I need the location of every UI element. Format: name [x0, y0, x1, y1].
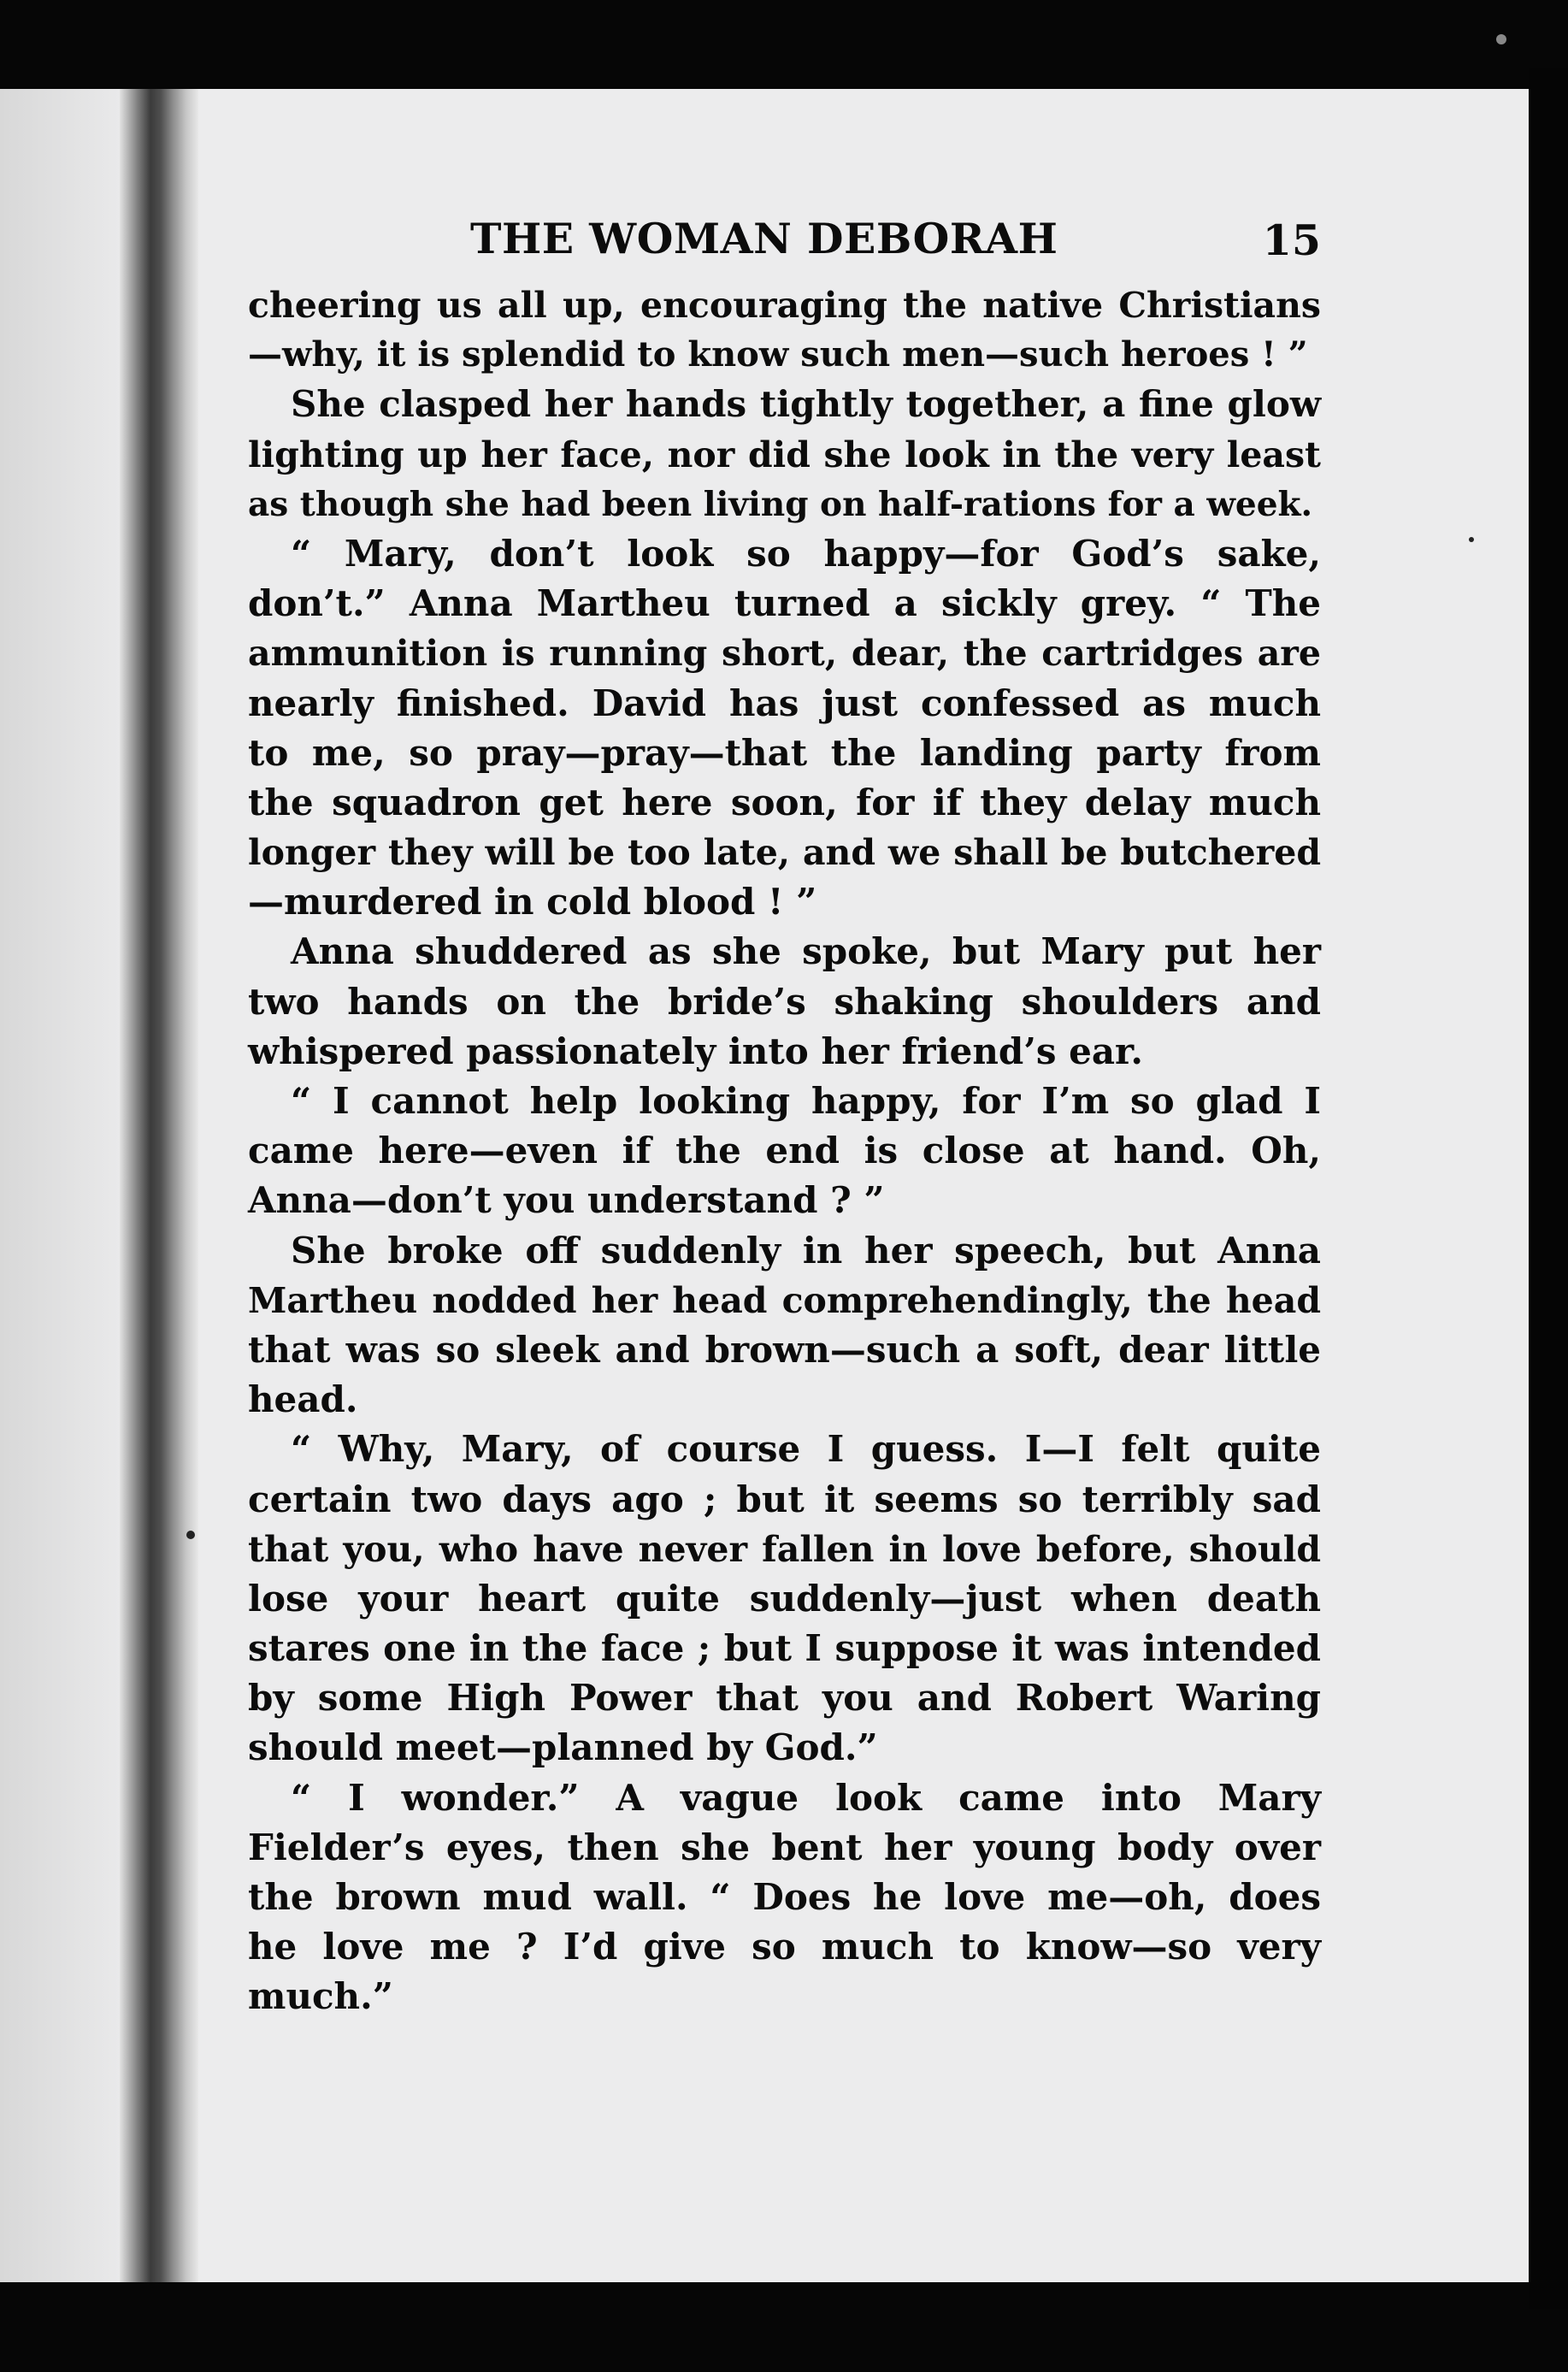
text-line: that you, who have never fallen in love before, should: [248, 1528, 1321, 1570]
scan-speck: [186, 1531, 195, 1539]
text-line: stares one in the face ; but I suppose it was intended: [248, 1627, 1321, 1670]
text-line: “ Mary, don’t look so happy—for God’s sake,: [291, 532, 1321, 575]
text-line: She broke off suddenly in her speech, but Anna: [291, 1229, 1321, 1272]
scan-border-right: [1529, 68, 1568, 2309]
body-text: [248, 280, 1321, 2022]
text-line: he love me ? I’d give so much to know—so very: [248, 1926, 1321, 1968]
page-number: 15: [1262, 215, 1321, 265]
text-line: lighting up her face, nor did she look in the very least: [248, 434, 1321, 475]
text-line: the squadron get here soon, for if they delay much: [248, 781, 1321, 823]
text-line: ammunition is running short, dear, the cartridges are: [248, 633, 1321, 675]
text-line: —why, it is splendid to know such men—such heroes ! ”: [248, 334, 1308, 375]
text-line: two hands on the bride’s shaking shoulders and: [248, 980, 1321, 1023]
text-line: longer they will be too late, and we shall be butchered: [248, 832, 1321, 874]
page-text-block: [248, 214, 1321, 2022]
text-line: by some High Power that you and Robert Waring: [248, 1677, 1321, 1720]
text-line: to me, so pray—pray—that the landing party from: [248, 731, 1321, 774]
text-line: Anna—don’t you understand ? ”: [248, 1179, 885, 1222]
text-line: nearly finished. David has just confessed as much: [248, 682, 1321, 724]
text-line: whispered passionately into her friend’s ear.: [248, 1030, 1143, 1072]
text-line: cheering us all up, encouraging the native Christians: [248, 285, 1321, 326]
text-line: came here—even if the end is close at hand. Oh,: [248, 1130, 1321, 1172]
running-head: [248, 214, 1321, 275]
text-line: that was so sleek and brown—such a soft, dear little: [248, 1328, 1321, 1371]
left-page-margin: [0, 89, 120, 2282]
book-gutter-shadow: [120, 89, 198, 2282]
text-line: She clasped her hands tightly together, a fine glow: [291, 383, 1321, 426]
scan-speck: [1469, 537, 1474, 542]
text-line: much.”: [248, 1975, 393, 2018]
text-line: “ I cannot help looking happy, for I’m so glad I: [291, 1080, 1321, 1122]
text-line: head.: [248, 1378, 358, 1421]
text-line: the brown mud wall. “ Does he love me—oh, does: [248, 1876, 1321, 1918]
text-line: “ I wonder.” A vague look came into Mary: [291, 1776, 1321, 1819]
text-line: lose your heart quite suddenly—just when death: [248, 1577, 1321, 1620]
text-line: Anna shuddered as she spoke, but Mary put her: [291, 930, 1321, 973]
text-line: Martheu nodded her head comprehendingly, the head: [248, 1279, 1321, 1321]
text-line: “ Why, Mary, of course I guess. I—I felt quite: [291, 1428, 1321, 1471]
text-line: —murdered in cold blood ! ”: [248, 881, 817, 923]
scan-speck: [1496, 34, 1506, 44]
text-line: certain two days ago ; but it seems so terribly sad: [248, 1478, 1321, 1520]
running-title: THE WOMAN DEBORAH: [470, 214, 1058, 263]
text-line: don’t.” Anna Martheu turned a sickly grey. “ The: [248, 582, 1321, 625]
text-line: as though she had been living on half-rations for a week.: [248, 484, 1313, 524]
text-line: should meet—planned by God.”: [248, 1726, 878, 1769]
text-line: Fielder’s eyes, then she bent her young body over: [248, 1826, 1321, 1868]
